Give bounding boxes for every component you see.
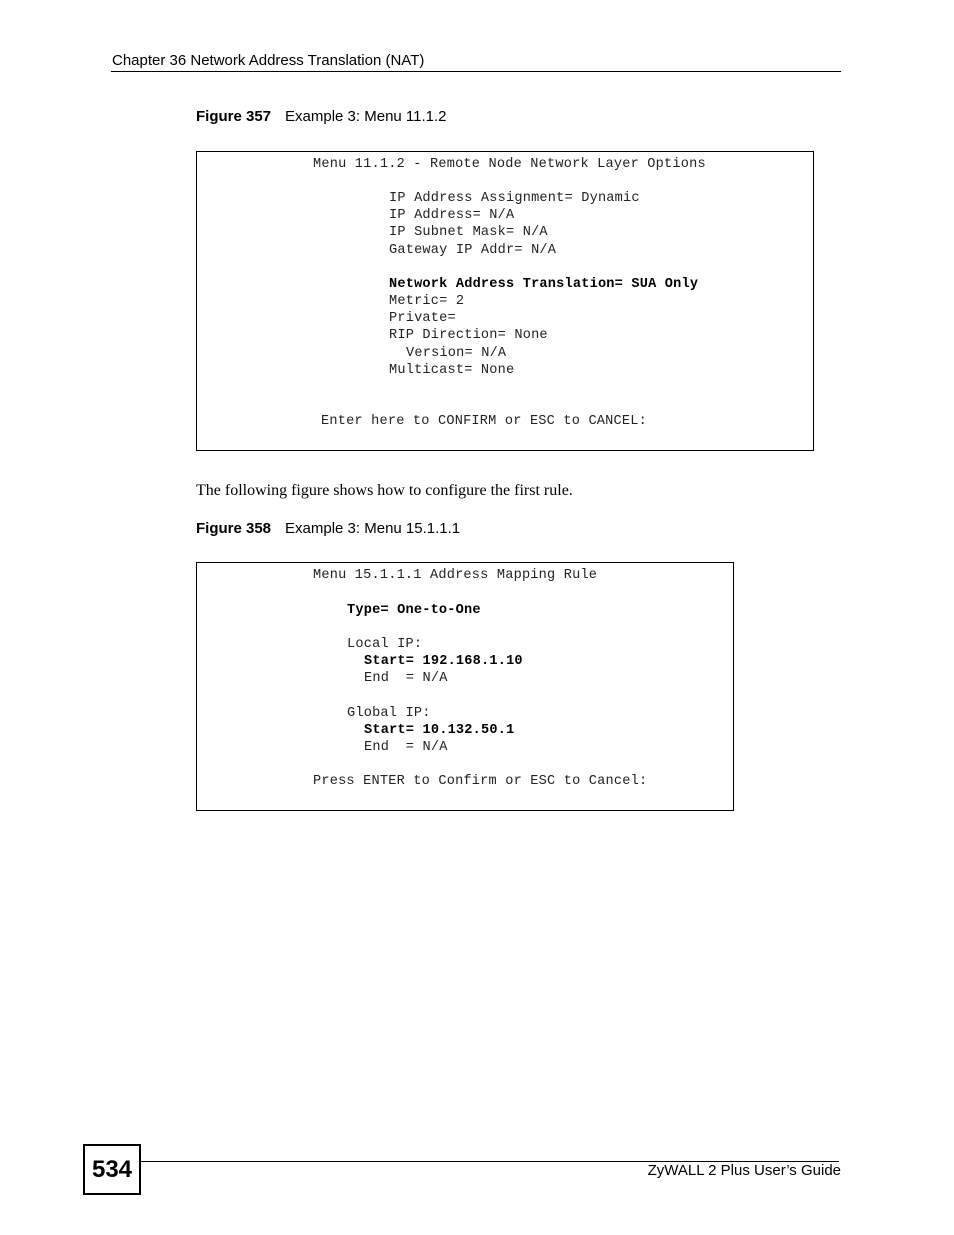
figure-358-number: Figure 358 (196, 520, 272, 537)
metric-line: Metric= 2 (389, 294, 465, 309)
local-ip-label: Local IP: (347, 637, 423, 652)
screen-title: Menu 15.1.1.1 Address Mapping Rule (313, 568, 598, 583)
nat-line: Network Address Translation= SUA Only (389, 277, 699, 292)
global-start-line: Start= 10.132.50.1 (364, 723, 515, 738)
ip-address-assignment-line: IP Address Assignment= Dynamic (389, 191, 640, 206)
private-line: Private= (389, 311, 456, 326)
version-line: Version= N/A (406, 346, 507, 361)
confirm-prompt: Press ENTER to Confirm or ESC to Cancel: (313, 774, 648, 789)
type-line: Type= One-to-One (347, 603, 481, 618)
figure-357-title: Example 3: Menu 11.1.2 (285, 108, 447, 125)
body-paragraph: The following figure shows how to configure the first rule. (196, 482, 573, 499)
gateway-ip-line: Gateway IP Addr= N/A (389, 243, 557, 258)
local-start-line: Start= 192.168.1.10 (364, 654, 523, 669)
local-end-line: End = N/A (364, 671, 448, 686)
figure-358-caption (196, 519, 460, 539)
figure-358-title: Example 3: Menu 15.1.1.1 (285, 520, 461, 537)
figure-357-number: Figure 357 (196, 108, 272, 125)
page-number: 534 (83, 1144, 141, 1195)
menu-11-1-2-screen (196, 151, 814, 451)
screen-title: Menu 11.1.2 - Remote Node Network Layer Options (313, 157, 706, 172)
chapter-header: Chapter 36 Network Address Translation (NAT) (112, 52, 425, 69)
ip-subnet-mask-line: IP Subnet Mask= N/A (389, 225, 548, 240)
global-end-line: End = N/A (364, 740, 448, 755)
ip-address-line: IP Address= N/A (389, 208, 515, 223)
global-ip-label: Global IP: (347, 706, 431, 721)
multicast-line: Multicast= None (389, 363, 515, 378)
confirm-prompt: Enter here to CONFIRM or ESC to CANCEL: (321, 414, 647, 429)
figure-357-caption (196, 107, 447, 127)
guide-title: ZyWALL 2 Plus User’s Guide (647, 1162, 841, 1179)
header-divider (111, 71, 841, 72)
rip-direction-line: RIP Direction= None (389, 328, 548, 343)
menu-15-1-1-1-screen (196, 562, 734, 811)
